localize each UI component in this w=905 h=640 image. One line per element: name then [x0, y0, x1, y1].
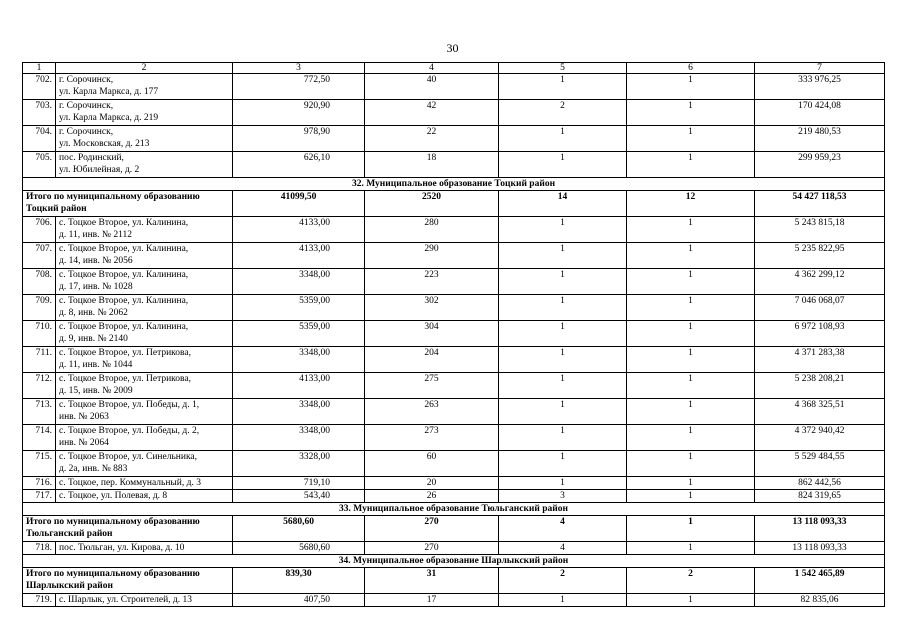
table-row [23, 451, 885, 477]
row-number: 715. [23, 451, 56, 477]
cell-line: с. Тоцкое Второе, ул. Победы, д. 2, [59, 426, 200, 436]
count-cell: 1 [627, 74, 755, 100]
section-title: 33. Муниципальное образование Тюльганский район [23, 503, 885, 516]
total-label [23, 516, 233, 542]
address-cell [56, 373, 233, 399]
cost-cell: 13 118 093,33 [755, 516, 885, 542]
row-number: 710. [23, 321, 56, 347]
row-number: 713. [23, 399, 56, 425]
cell-line: г. Сорочинск, [59, 101, 114, 111]
residents-cell: 270 [365, 542, 499, 555]
cost-cell: 862 442,56 [755, 477, 885, 490]
cell-line: с. Тоцкое Второе, ул. Калинина, [59, 322, 189, 332]
area-cell: 5680,60 [233, 516, 365, 542]
count-cell: 14 [499, 191, 627, 217]
cell-line: с. Шарлык, ул. Строителей, д. 13 [59, 595, 193, 605]
cost-cell: 1 542 465,89 [755, 568, 885, 594]
address-cell [56, 74, 233, 100]
area-cell: 978,90 [233, 126, 365, 152]
cost-cell: 5 238 208,21 [755, 373, 885, 399]
cost-cell: 299 959,23 [755, 152, 885, 178]
residents-cell: 20 [365, 477, 499, 490]
cost-cell: 4 362 299,12 [755, 269, 885, 295]
section-title: 32. Муниципальное образование Тоцкий район [23, 178, 885, 191]
cost-cell: 82 835,06 [755, 594, 885, 607]
count-cell: 1 [627, 269, 755, 295]
address-cell [56, 321, 233, 347]
cost-cell: 5 243 815,18 [755, 217, 885, 243]
row-number: 706. [23, 217, 56, 243]
count-cell: 1 [499, 594, 627, 607]
cell-line: д. 11, инв. № 1044 [59, 360, 133, 370]
count-cell: 3 [499, 490, 627, 503]
cell-line: ул. Московская, д. 213 [59, 139, 150, 149]
row-number: 714. [23, 425, 56, 451]
residents-cell: 302 [365, 295, 499, 321]
page-number: 30 [446, 41, 459, 55]
count-cell: 1 [499, 425, 627, 451]
row-number: 702. [23, 74, 56, 100]
cost-cell: 170 424,08 [755, 100, 885, 126]
cell-line: с. Тоцкое Второе, ул. Калинина, [59, 244, 189, 254]
residents-cell: 17 [365, 594, 499, 607]
address-cell [56, 477, 233, 490]
cell-line: пос. Тюльган, ул. Кирова, д. 10 [59, 543, 185, 553]
count-cell: 1 [499, 399, 627, 425]
count-cell: 1 [627, 516, 755, 542]
cost-cell: 219 480,53 [755, 126, 885, 152]
count-cell: 1 [627, 100, 755, 126]
area-cell: 3328,00 [233, 451, 365, 477]
row-number: 709. [23, 295, 56, 321]
area-cell: 719,10 [233, 477, 365, 490]
total-row [23, 516, 885, 542]
count-cell: 4 [499, 516, 627, 542]
count-cell: 2 [499, 568, 627, 594]
residents-cell: 263 [365, 399, 499, 425]
cost-cell: 824 319,65 [755, 490, 885, 503]
residents-cell: 42 [365, 100, 499, 126]
cell-line: с. Тоцкое Второе, ул. Калинина, [59, 296, 189, 306]
table-row [23, 399, 885, 425]
cell-line: г. Сорочинск, [59, 75, 114, 85]
cost-cell: 13 118 093,33 [755, 542, 885, 555]
cost-cell: 5 235 822,95 [755, 243, 885, 269]
count-cell: 1 [627, 217, 755, 243]
table-row [23, 74, 885, 100]
address-cell [56, 100, 233, 126]
row-number: 705. [23, 152, 56, 178]
area-cell: 41099,50 [233, 191, 365, 217]
address-cell [56, 243, 233, 269]
residents-cell: 22 [365, 126, 499, 152]
row-number: 718. [23, 542, 56, 555]
address-cell [56, 399, 233, 425]
count-cell: 1 [499, 126, 627, 152]
count-cell: 1 [627, 295, 755, 321]
address-cell [56, 295, 233, 321]
cell-line: Итого по муниципальному образованию [26, 517, 200, 527]
cell-line: Итого по муниципальному образованию [26, 192, 200, 202]
cell-line: инв. № 2064 [59, 438, 109, 448]
table-row [23, 269, 885, 295]
table-row [23, 477, 885, 490]
residents-cell: 2520 [365, 191, 499, 217]
count-cell: 1 [499, 321, 627, 347]
count-cell: 1 [499, 152, 627, 178]
housing-table [22, 62, 885, 607]
cell-line: с. Тоцкое, ул. Полевая, д. 8 [59, 491, 168, 501]
cell-line: д. 2а, инв. № 883 [59, 464, 128, 474]
residents-cell: 290 [365, 243, 499, 269]
table-row [23, 542, 885, 555]
address-cell [56, 425, 233, 451]
cell-line: г. Сорочинск, [59, 127, 114, 137]
count-cell: 1 [499, 269, 627, 295]
row-number: 711. [23, 347, 56, 373]
table-row [23, 425, 885, 451]
area-cell: 772,50 [233, 74, 365, 100]
cell-line: д. 14, инв. № 2056 [59, 256, 133, 266]
cell-line: с. Тоцкое Второе, ул. Победы, д. 1, [59, 400, 200, 410]
cell-line: с. Тоцкое Второе, ул. Синельника, [59, 452, 198, 462]
section-title: 34. Муниципальное образование Шарлыкский район [23, 555, 885, 568]
count-cell: 1 [627, 425, 755, 451]
count-cell: 1 [499, 217, 627, 243]
count-cell: 1 [499, 74, 627, 100]
area-cell: 543,40 [233, 490, 365, 503]
table-row [23, 347, 885, 373]
address-cell [56, 347, 233, 373]
count-cell: 2 [627, 568, 755, 594]
address-cell [56, 217, 233, 243]
cell-line: ул. Карла Маркса, д. 177 [59, 87, 159, 97]
cell-line: инв. № 2063 [59, 412, 109, 422]
cell-line: д. 17, инв. № 1028 [59, 282, 133, 292]
address-cell [56, 594, 233, 607]
cost-cell: 6 972 108,93 [755, 321, 885, 347]
cell-line: Итого по муниципальному образованию [26, 569, 200, 579]
row-number: 707. [23, 243, 56, 269]
count-cell: 1 [499, 243, 627, 269]
cell-line: д. 8, инв. № 2062 [59, 308, 128, 318]
row-number: 704. [23, 126, 56, 152]
residents-cell: 26 [365, 490, 499, 503]
total-label [23, 191, 233, 217]
area-cell: 4133,00 [233, 217, 365, 243]
total-row [23, 191, 885, 217]
area-cell: 920,90 [233, 100, 365, 126]
address-cell [56, 490, 233, 503]
area-cell: 3348,00 [233, 425, 365, 451]
count-cell: 1 [627, 126, 755, 152]
count-cell: 1 [627, 399, 755, 425]
table-row [23, 373, 885, 399]
residents-cell: 31 [365, 568, 499, 594]
row-number: 717. [23, 490, 56, 503]
table-row [23, 295, 885, 321]
count-cell: 1 [499, 373, 627, 399]
header-cell: 7 [755, 63, 885, 74]
cost-cell: 333 976,25 [755, 74, 885, 100]
residents-cell: 18 [365, 152, 499, 178]
header-cell: 4 [365, 63, 499, 74]
residents-cell: 273 [365, 425, 499, 451]
cost-cell: 54 427 118,53 [755, 191, 885, 217]
count-cell: 1 [627, 152, 755, 178]
header-cell: 1 [23, 63, 56, 74]
address-cell [56, 269, 233, 295]
cell-line: пос. Родинский, [59, 153, 124, 163]
cell-line: с. Тоцкое Второе, ул. Калинина, [59, 218, 189, 228]
cell-line: д. 15, инв. № 2009 [59, 386, 133, 396]
cell-line: ул. Карла Маркса, д. 219 [59, 113, 159, 123]
count-cell: 4 [499, 542, 627, 555]
cell-line: ул. Юбилейная, д. 2 [59, 165, 140, 175]
table-row [23, 321, 885, 347]
cost-cell: 4 368 325,51 [755, 399, 885, 425]
area-cell: 407,50 [233, 594, 365, 607]
cost-cell: 5 529 484,55 [755, 451, 885, 477]
count-cell: 2 [499, 100, 627, 126]
count-cell: 1 [627, 594, 755, 607]
count-cell: 1 [499, 477, 627, 490]
header-cell: 3 [233, 63, 365, 74]
table-row [23, 126, 885, 152]
count-cell: 1 [627, 373, 755, 399]
header-row [23, 63, 885, 74]
area-cell: 5680,60 [233, 542, 365, 555]
table-row [23, 243, 885, 269]
area-cell: 626,10 [233, 152, 365, 178]
row-number: 712. [23, 373, 56, 399]
count-cell: 12 [627, 191, 755, 217]
cell-line: с. Тоцкое Второе, ул. Калинина, [59, 270, 189, 280]
count-cell: 1 [499, 347, 627, 373]
residents-cell: 204 [365, 347, 499, 373]
table-row [23, 152, 885, 178]
residents-cell: 270 [365, 516, 499, 542]
header-cell: 6 [627, 63, 755, 74]
cell-line: д. 11, инв. № 2112 [59, 230, 132, 240]
cell-line: Тюльганский район [26, 529, 113, 539]
total-row [23, 568, 885, 594]
count-cell: 1 [627, 321, 755, 347]
count-cell: 1 [627, 477, 755, 490]
residents-cell: 60 [365, 451, 499, 477]
cell-line: д. 9, инв. № 2140 [59, 334, 128, 344]
table-row [23, 100, 885, 126]
section-row [23, 178, 885, 191]
section-row [23, 503, 885, 516]
area-cell: 5359,00 [233, 321, 365, 347]
header-cell: 2 [56, 63, 233, 74]
cell-line: Тоцкий район [26, 204, 87, 214]
cell-line: с. Тоцкое Второе, ул. Петрикова, [59, 348, 192, 358]
area-cell: 5359,00 [233, 295, 365, 321]
table-body [23, 63, 885, 607]
count-cell: 1 [499, 451, 627, 477]
row-number: 703. [23, 100, 56, 126]
table-row [23, 594, 885, 607]
residents-cell: 304 [365, 321, 499, 347]
header-cell: 5 [499, 63, 627, 74]
count-cell: 1 [627, 451, 755, 477]
total-label [23, 568, 233, 594]
table-row [23, 217, 885, 243]
area-cell: 4133,00 [233, 243, 365, 269]
area-cell: 3348,00 [233, 347, 365, 373]
row-number: 719. [23, 594, 56, 607]
count-cell: 1 [627, 347, 755, 373]
row-number: 708. [23, 269, 56, 295]
cost-cell: 4 371 283,38 [755, 347, 885, 373]
row-number: 716. [23, 477, 56, 490]
area-cell: 3348,00 [233, 399, 365, 425]
residents-cell: 275 [365, 373, 499, 399]
address-cell [56, 126, 233, 152]
section-row [23, 555, 885, 568]
cost-cell: 7 046 068,07 [755, 295, 885, 321]
address-cell [56, 152, 233, 178]
residents-cell: 280 [365, 217, 499, 243]
count-cell: 1 [627, 243, 755, 269]
residents-cell: 40 [365, 74, 499, 100]
address-cell [56, 542, 233, 555]
count-cell: 1 [499, 295, 627, 321]
address-cell [56, 451, 233, 477]
cell-line: с. Тоцкое Второе, ул. Петрикова, [59, 374, 192, 384]
count-cell: 1 [627, 490, 755, 503]
cost-cell: 4 372 940,42 [755, 425, 885, 451]
table-row [23, 490, 885, 503]
area-cell: 4133,00 [233, 373, 365, 399]
cell-line: Шарлыкский район [26, 581, 113, 591]
area-cell: 3348,00 [233, 269, 365, 295]
area-cell: 839,30 [233, 568, 365, 594]
count-cell: 1 [627, 542, 755, 555]
residents-cell: 223 [365, 269, 499, 295]
cell-line: с. Тоцкое, пер. Коммунальный, д. 3 [59, 478, 201, 488]
